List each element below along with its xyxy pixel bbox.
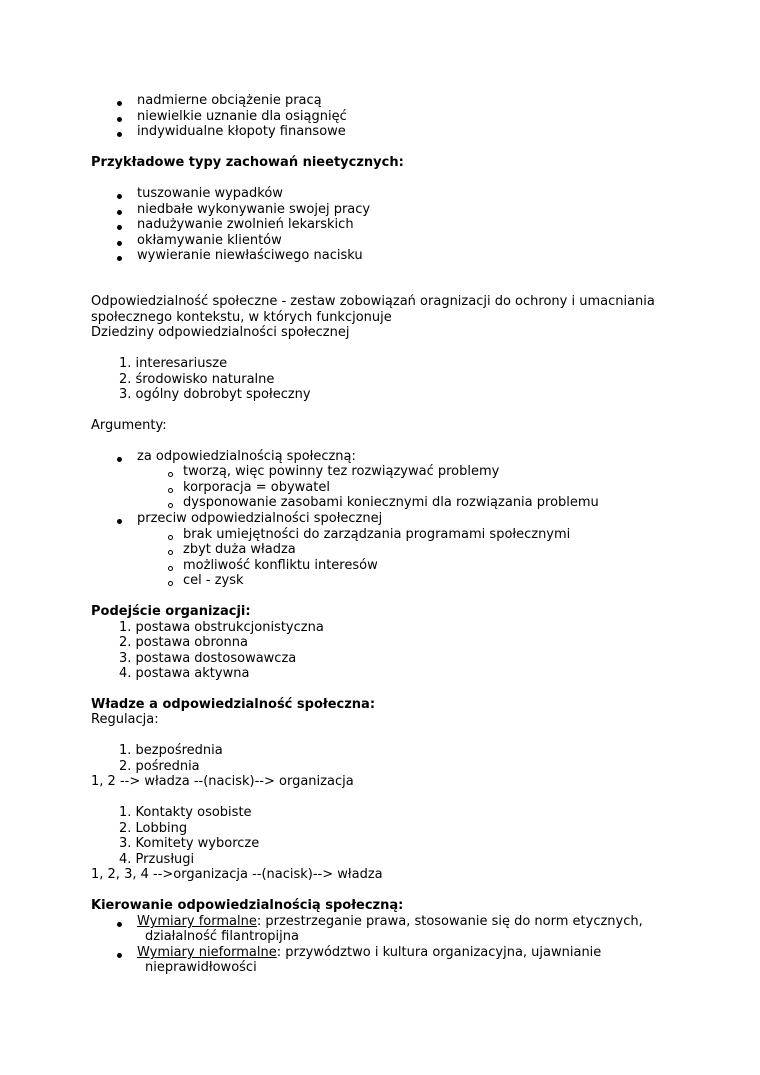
list-item-continuation: nieprawidłowości	[145, 960, 257, 975]
bullet-icon	[117, 953, 122, 958]
flow-line: 1, 2, 3, 4 -->organizacja --(nacisk)--> władza	[91, 867, 383, 882]
sub-list-item: tworzą, więc powinny tez rozwiązywać problemy	[183, 464, 500, 479]
formal-dimensions-text: : przestrzeganie prawa, stosowanie się do norm etycznych,	[256, 914, 643, 929]
circle-bullet-icon	[168, 535, 173, 540]
sub-list-item: cel - zysk	[183, 573, 244, 588]
bullet-icon	[117, 922, 122, 927]
numbered-item: 1. interesariusze	[119, 356, 228, 371]
bullet-icon	[117, 256, 122, 261]
informal-dimensions-label: Wymiary nieformalne	[137, 945, 277, 960]
regulation-label: Regulacja:	[91, 712, 159, 727]
list-item-formal	[137, 914, 643, 929]
numbered-item: 2. pośrednia	[119, 759, 200, 774]
paragraph-line: Odpowiedzialność społeczne - zestaw zobowiązań oragnizacji do ochrony i umacniania	[91, 294, 655, 309]
paragraph-line: Dziedziny odpowiedzialności społecznej	[91, 325, 350, 340]
list-item: niewielkie uznanie dla osiągnięć	[137, 109, 347, 124]
list-item: wywieranie niewłaściwego nacisku	[137, 248, 363, 263]
bullet-icon	[117, 519, 122, 524]
section-heading-management: Kierowanie odpowiedzialnością społeczną:	[91, 898, 404, 913]
list-item: przeciw odpowiedzialności społecznej	[137, 511, 383, 526]
flow-line: 1, 2 --> władza --(nacisk)--> organizacja	[91, 774, 354, 789]
bullet-icon	[117, 101, 122, 106]
list-item-informal	[137, 945, 601, 960]
bullet-icon	[117, 457, 122, 462]
section-heading-approach: Podejście organizacji:	[91, 604, 251, 619]
bullet-icon	[117, 117, 122, 122]
section-heading-authorities: Władze a odpowiedzialność społeczna:	[91, 697, 376, 712]
numbered-item: 2. postawa obronna	[119, 635, 248, 650]
numbered-item: 1. postawa obstrukcjonistyczna	[119, 620, 324, 635]
circle-bullet-icon	[168, 566, 173, 571]
circle-bullet-icon	[168, 581, 173, 586]
list-item: niedbałe wykonywanie swojej pracy	[137, 202, 371, 217]
numbered-item: 3. ogólny dobrobyt społeczny	[119, 387, 311, 402]
list-item: nadużywanie zwolnień lekarskich	[137, 217, 354, 232]
circle-bullet-icon	[168, 503, 173, 508]
arguments-label: Argumenty:	[91, 418, 167, 433]
numbered-item: 4. Przusługi	[119, 852, 195, 867]
list-item: tuszowanie wypadków	[137, 186, 283, 201]
numbered-item: 3. Komitety wyborcze	[119, 836, 260, 851]
list-item: indywidualne kłopoty finansowe	[137, 124, 346, 139]
formal-dimensions-label: Wymiary formalne	[137, 914, 257, 929]
sub-list-item: możliwość konfliktu interesów	[183, 558, 378, 573]
circle-bullet-icon	[168, 550, 173, 555]
bullet-icon	[117, 225, 122, 230]
informal-dimensions-text: : przywództwo i kultura organizacyjna, ujawnianie	[276, 945, 602, 960]
paragraph-line: społecznego kontekstu, w których funkcjonuje	[91, 310, 392, 325]
numbered-item: 2. środowisko naturalne	[119, 372, 275, 387]
sub-list-item: zbyt duża władza	[183, 542, 296, 557]
bullet-icon	[117, 132, 122, 137]
sub-list-item: korporacja = obywatel	[183, 480, 330, 495]
numbered-item: 1. Kontakty osobiste	[119, 805, 252, 820]
numbered-item: 2. Lobbing	[119, 821, 188, 836]
circle-bullet-icon	[168, 472, 173, 477]
list-item-continuation: działalność filantropijna	[145, 929, 299, 944]
list-item: okłamywanie klientów	[137, 233, 282, 248]
numbered-item: 3. postawa dostosowawcza	[119, 651, 297, 666]
circle-bullet-icon	[168, 488, 173, 493]
numbered-item: 1. bezpośrednia	[119, 743, 223, 758]
sub-list-item: brak umiejętności do zarządzania programami społecznymi	[183, 527, 571, 542]
bullet-icon	[117, 241, 122, 246]
list-item: za odpowiedzialnością społeczną:	[137, 449, 356, 464]
numbered-item: 4. postawa aktywna	[119, 666, 250, 681]
section-heading-unethical: Przykładowe typy zachowań nieetycznych:	[91, 155, 404, 170]
bullet-icon	[117, 194, 122, 199]
list-item: nadmierne obciążenie pracą	[137, 93, 322, 108]
bullet-icon	[117, 210, 122, 215]
sub-list-item: dysponowanie zasobami koniecznymi dla rozwiązania problemu	[183, 495, 599, 510]
